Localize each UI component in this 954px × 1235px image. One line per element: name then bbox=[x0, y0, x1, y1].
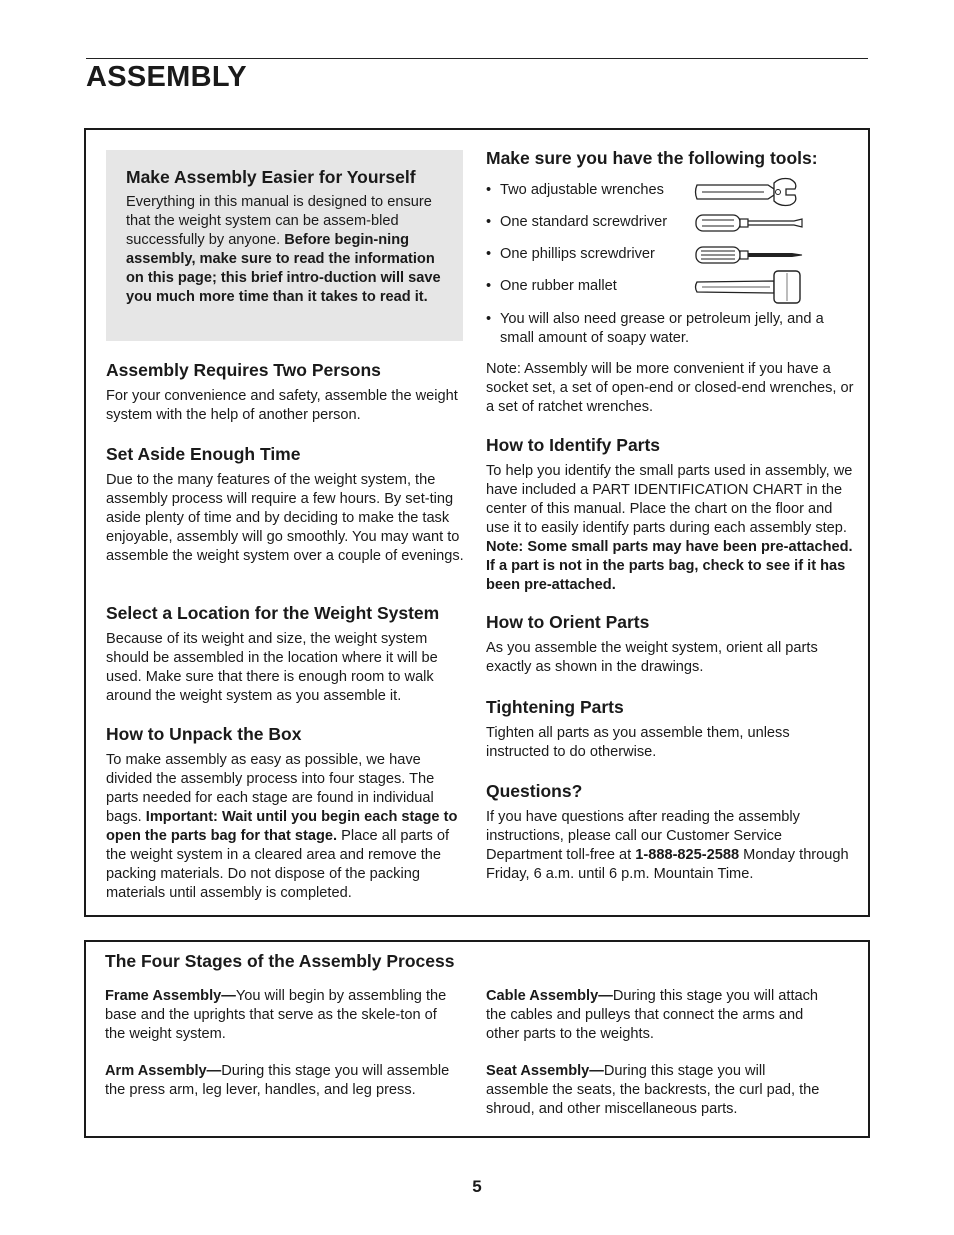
bullet: • bbox=[486, 278, 492, 294]
questions-text-1: If you have questions after reading the assembly instructions, please call our Customer Service Department toll-free at bbox=[486, 809, 800, 863]
tool-item bbox=[486, 213, 686, 232]
phillips-screwdriver-icon bbox=[694, 244, 806, 266]
section-orient bbox=[486, 611, 856, 677]
questions-text-2: Monday through Friday, 6 a.m. until 6 p.m. Mountain Time. bbox=[486, 847, 849, 882]
page-number: 5 bbox=[472, 1177, 482, 1196]
standard-screwdriver-icon bbox=[694, 212, 806, 234]
assembly-easier-callout bbox=[106, 150, 463, 341]
section-text bbox=[486, 808, 856, 884]
unpack-text-1: To make assembly as easy as possible, we have divided the assembly process into four stages. The parts needed for each stage are found in individual bags. bbox=[106, 752, 435, 825]
identify-text-bold: Note: Some small parts may have been pre-attached. If a part is not in the parts bag, check to see if it has been pre-attached. bbox=[486, 539, 853, 593]
section-text: Because of its weight and size, the weight system should be assembled in the location where it will be used. Make sure that there is enough room to walk around the weight system as you assemble it. bbox=[106, 631, 438, 704]
tool-label: Two adjustable wrenches bbox=[500, 182, 664, 198]
tool-item bbox=[486, 181, 686, 200]
stage-text: You will begin by assembling the base and the uprights that serve as the skele-ton of the weight system. bbox=[105, 988, 447, 1042]
bullet: • bbox=[486, 246, 492, 262]
callout-heading: Make Assembly Easier for Yourself bbox=[126, 167, 416, 187]
section-heading: Questions? bbox=[486, 781, 583, 801]
stage-name: Frame Assembly— bbox=[105, 988, 236, 1004]
section-text: For your convenience and safety, assemble the weight system with the help of another person. bbox=[106, 388, 458, 423]
unpack-text-bold: Important: Wait until you begin each stage to open the parts bag for that stage. bbox=[106, 809, 458, 844]
tools-note: Note: Assembly will be more convenient if you have a socket set, a set of open-end or closed-end wrenches, or a set of ratchet wrenches. bbox=[486, 361, 854, 415]
section-heading: Select a Location for the Weight System bbox=[106, 603, 440, 623]
stage-seat bbox=[486, 1062, 831, 1119]
section-text: Due to the many features of the weight system, the assembly process will require a few hours. By set-ting aside plenty of time and by deciding to make the task enjoyable, assembly will go smoothly. You may want to assemble the weight system over a couple of evenings. bbox=[106, 472, 464, 564]
section-text bbox=[486, 462, 856, 595]
tool-item bbox=[486, 277, 686, 296]
callout-text-plain: Everything in this manual is designed to ensure that the weight system can be assem-bled successfully by anyone. bbox=[126, 194, 432, 248]
tool-label: One phillips screwdriver bbox=[500, 246, 655, 262]
tool-item bbox=[486, 245, 686, 264]
stage-text: During this stage you will assemble the press arm, leg lever, handles, and leg press. bbox=[105, 1063, 450, 1098]
stage-cable bbox=[486, 987, 831, 1044]
section-two-persons bbox=[106, 359, 468, 425]
section-heading: Set Aside Enough Time bbox=[106, 444, 301, 464]
section-location bbox=[106, 602, 468, 706]
stage-name: Arm Assembly— bbox=[105, 1063, 222, 1079]
tools-heading: Make sure you have the following tools: bbox=[486, 148, 818, 168]
tools-extra-text: You will also need grease or petroleum jelly, and a small amount of soapy water. bbox=[500, 311, 824, 346]
rubber-mallet-icon bbox=[694, 268, 806, 306]
callout-text-bold: Before begin-ning assembly, make sure to read the information on this page; this brief intro-duction will save you much more time than it takes to read it. bbox=[126, 232, 441, 305]
callout-text bbox=[126, 193, 456, 307]
tools-extra bbox=[486, 310, 856, 348]
section-text bbox=[106, 751, 468, 903]
stage-frame bbox=[105, 987, 455, 1044]
identify-text: To help you identify the small parts used in assembly, we have included a PART IDENTIFICATION CHART in the center of this manual. Place the chart on the floor and use it to easily identify parts during each assembly step. bbox=[486, 463, 853, 536]
bullet: • bbox=[486, 182, 492, 198]
stage-arm bbox=[105, 1062, 455, 1100]
top-rule bbox=[86, 58, 868, 59]
section-unpack bbox=[106, 723, 468, 903]
bullet: • bbox=[486, 214, 492, 230]
customer-service-phone: 1-888-825-2588 bbox=[635, 847, 740, 863]
section-tightening bbox=[486, 696, 856, 762]
stage-name: Cable Assembly— bbox=[486, 988, 613, 1004]
adjustable-wrench-icon bbox=[694, 177, 800, 207]
section-text: As you assemble the weight system, orient all parts exactly as shown in the drawings. bbox=[486, 640, 818, 675]
stage-text: During this stage you will attach the cables and pulleys that connect the arms and other parts to the weights. bbox=[486, 988, 819, 1042]
section-heading: Tightening Parts bbox=[486, 697, 624, 717]
section-heading: How to Unpack the Box bbox=[106, 724, 302, 744]
section-heading: How to Identify Parts bbox=[486, 435, 661, 455]
section-heading: How to Orient Parts bbox=[486, 612, 650, 632]
tool-label: One standard screwdriver bbox=[500, 214, 668, 230]
stages-heading: The Four Stages of the Assembly Process bbox=[105, 951, 455, 971]
section-enough-time bbox=[106, 443, 468, 566]
section-heading: Assembly Requires Two Persons bbox=[106, 360, 381, 380]
section-text: Tighten all parts as you assemble them, unless instructed to do otherwise. bbox=[486, 725, 790, 760]
tool-label: One rubber mallet bbox=[500, 278, 617, 294]
section-questions bbox=[486, 780, 856, 884]
section-identify bbox=[486, 434, 856, 595]
bullet: • bbox=[486, 311, 492, 327]
unpack-text-2: Place all parts of the weight system in a cleared area and remove the packing materials. Do not dispose of the packing materials until assembly is completed. bbox=[106, 828, 450, 901]
page-title: ASSEMBLY bbox=[86, 61, 247, 93]
stage-text: During this stage you will assemble the seats, the backrests, the curl pad, the shroud, and other miscellaneous parts. bbox=[486, 1063, 820, 1117]
stage-name: Seat Assembly— bbox=[486, 1063, 604, 1079]
